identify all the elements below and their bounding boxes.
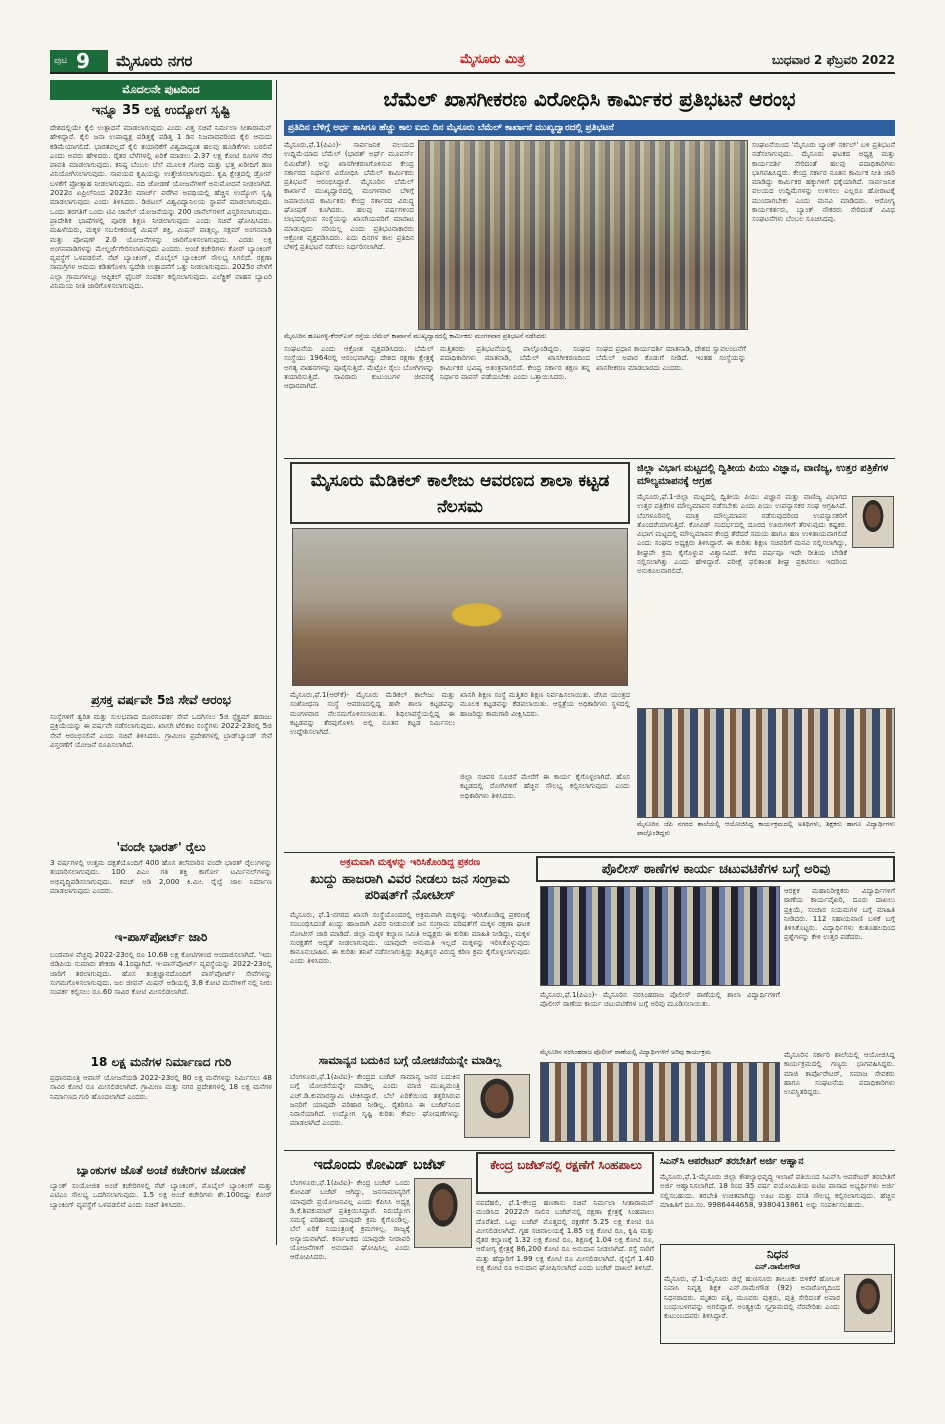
- article-vande-bharat: 3 ವರ್ಷಗಳಲ್ಲಿ ಉತ್ತಮ ದಕ್ಷತೆಯೊಂದಿಗೆ 400 ಹೊಸ ತಲೆಮಾರಿನ ವಂದೇ ಭಾರತ್ ರೈಲುಗಳನ್ನು ತಯಾರಿಸಲಾಗುವುದು. 100 ಪಿಎಂ ಗತಿ ಶಕ್ತಿ ಕಾರ್ಗೋ ಟರ್ಮಿನಲ್‌ಗಳನ್ನು ಅಭಿವೃದ್ಧಿಪಡಿಸಲಾಗುವುದು. ಕವಚ್ ಅಡಿ 2,000 ಕಿ.ಮೀ. ರೈಲ್ವೆ ಜಾಲ ನಿರ್ಮಾಣ ಮಾಡಲಾಗುವುದು ಎಂದರು.: [50, 858, 272, 895]
- page-number: 9: [76, 49, 90, 73]
- article-police-col1: ಮೈಸೂರು,ಫೆ.1(ಪಿಎಂ)- ಮೈಸೂರಿನ ನರಸಿಂಹರಾಜ ಪೊಲೀಸ್ ಠಾಣೆಯಲ್ಲಿ ಶಾಲಾ ವಿದ್ಯಾರ್ಥಿಗಳಿಗೆ ಪೊಲೀಸ್ ಠಾಣೆಯ ಕಾರ್ಯ ಚಟುವಟಿಕೆಗಳ ಬಗ್ಗೆ ಅರಿವು ಮೂಡಿಸಲಾಯಿತು.: [540, 990, 780, 1009]
- obituary-title: ನಿಧನ: [766, 1247, 789, 1261]
- headline-epassport: ಇ-ಪಾಸ್‌ಪೋರ್ಟ್ ಜಾರಿ: [114, 930, 208, 944]
- headline-beml: ಬೆಮೆಲ್ ಖಾಸಗೀಕರಣ ವಿರೋಧಿಸಿ ಕಾರ್ಮಿಕರ ಪ್ರತಿಭಟನೆ ಆರಂಭ: [383, 87, 796, 111]
- article-epassport: ಬಂಡವಾಳ ವೆಚ್ಚವು 2022-23ರಲ್ಲಿ ರೂ 10.68 ಲಕ್ಷ ಕೋಟಿಗಳಿಂದ ಆಂದಾಜಿಸಲಾಗಿದೆ. 'ಇದು ಜಿಡಿಪಿಯ ಸುಮಾರು ಶೇಕಡಾ 4.1ರಷ್ಟಾಗಿದೆ. ಇ-ಪಾಸ್‌ಪೋರ್ಟ್ ವ್ಯವಸ್ಥೆಯನ್ನು 2022-23ರಲ್ಲಿ ಜಾರಿಗೆ ತರಲಾಗುವುದು. ಹೊಸ ತಂತ್ರಜ್ಞಾನದೊಂದಿಗೆ ಪಾಸ್‌ಪೋರ್ಟ್ ಸೇವೆಗಳನ್ನು ಸುಗಮಗೊಳಿಸಲಾಗುವುದು. ಜಲ ಜೀವನ್ ಮಿಷನ್ ಅಡಿಯಲ್ಲಿ 3.8 ಕೋಟಿ ಮನೆಗಳಿಗೆ ನಲ್ಲಿ ನೀರು ಸಂಪರ್ಕ ಕಲ್ಪಿಸಲು ರೂ.60 ಸಾವಿರ ಕೋಟಿ ಮೀಸಲಿಡಲಾಗಿದೆ.: [50, 950, 272, 997]
- article-beml-col5: ಸಂಘಟನೆಯಿಂದ 'ಮೈಸೂರು ಬ್ಯಾಂಕ್ ಸರ್ಕಲ್' ಬಳಿ ಪ್ರತಿಭಟನೆ ನಡೆಸಲಾಗುವುದು. ಮೈಸೂರು ಘಟಕದ ಅಧ್ಯಕ್ಷ ಮತ್ತು ಕಾರ್ಯದರ್ಶಿ ಸೇರಿದಂತೆ ಹಲವು ಪದಾಧಿಕಾರಿಗಳು ಭಾಗವಹಿಸಿದ್ದರು. ಕೇಂದ್ರ ಸರ್ಕಾರ ನೂತನ ಕಾರ್ಮಿಕ ನೀತಿ ಜಾರಿ ಮಾಡಿದ್ದು ಕಾರ್ಮಿಕರ ಹಕ್ಕುಗಳಿಗೆ ಧಕ್ಕೆಯಾಗಿದೆ. ಸಾರ್ವಜನಿಕ ವಲಯದ ಉದ್ದಿಮೆಗಳನ್ನು ಉಳಿಸಲು ಎಲ್ಲರೂ ಹೋರಾಟಕ್ಕೆ ಮುಂದಾಗಬೇಕು ಎಂದು ಮನವಿ ಮಾಡಿದರು. ಆರೋಗ್ಯ ಕಾರ್ಯಕರ್ತರು, ಬ್ಯಾಂಕ್ ನೌಕರರು ಸೇರಿದಂತೆ ವಿವಿಧ ಸಂಘಟನೆಗಳು ಬೆಂಬಲ ಸೂಚಿಸಿದವು.: [752, 140, 895, 224]
- continued-banner: [50, 80, 272, 100]
- article-medical-col2: ಖಾಸಗಿ ಶಿಕ್ಷಣ ಸಂಸ್ಥೆ ಮತ್ತಿತರ ಶಿಕ್ಷಣ ನಿರ್ವಹಿಸಲಾಯಿತು. ಜೆಸಿಬಿ ಯಂತ್ರದ ಮೂಲಕ ಕಟ್ಟಡವನ್ನು ಕೆಡವಲಾಯಿತು. ಆಸ್ಪತ್ರೆಯ ಅಧಿಕಾರಿಗಳು ಸ್ಥಳದಲ್ಲಿ ಹಾಜರಿದ್ದು ಕಾಮಗಾರಿ ವೀಕ್ಷಿಸಿದರು.: [460, 690, 630, 718]
- article-beml-col4: ಸಂಘದ ಪ್ರಧಾನ ಕಾರ್ಯದರ್ಶಿ ಮಾತನಾಡಿ, ದೇಶದ ಸ್ವಾವಲಂಬನೆಗೆ ಬೆಮೆಲ್ ಅಪಾರ ಕೊಡುಗೆ ನೀಡಿದೆ. ಇಂತಹ ಸಂಸ್ಥೆಯನ್ನು ಖಾಸಗೀಕರಣ ಮಾಡಬಾರದು ಎಂದರು.: [596, 344, 746, 372]
- kicker-kids: [290, 856, 530, 870]
- obituary-name: ಎನ್.ರಾಮೇಗೌಡ: [755, 1262, 800, 1271]
- beml-photo-caption: ಮೈಸೂರಿನ ಹೂಟಗಳ್ಳಿ-ಕೆಆರ್‌ಎಸ್ ರಸ್ತೆಯ ಬೆಮೆಲ್ ಕಾರ್ಖಾನೆ ಮುಖ್ಯದ್ವಾರದಲ್ಲಿ ಕಾರ್ಮಿಕರು ಮಂಗಳವಾರ ಪ್ರತಿಭಟನೆ ನಡೆಸಿದರು: [284, 332, 547, 340]
- article-houses: ಪ್ರಧಾನಮಂತ್ರಿ ಆವಾಸ್ ಯೋಜನೆಯಡಿ 2022-23ರಲ್ಲಿ 80 ಲಕ್ಷ ಮನೆಗಳನ್ನು ನಿರ್ಮಿಸಲು 48 ಸಾವಿರ ಕೋಟಿ ರೂ ಮೀಸಲಿಡಲಾಗಿದೆ. ಗ್ರಾಮೀಣ ಮತ್ತು ನಗರ ಪ್ರದೇಶಗಳಲ್ಲಿ 18 ಲಕ್ಷ ಮನೆಗಳ ನಿರ್ಮಾಣದ ಗುರಿ ಹೊಂದಲಾಗಿದೆ ಎಂದರು.: [50, 1073, 272, 1101]
- beml-protest-photo: [418, 140, 748, 330]
- article-5g: ಸಂಸ್ಥೆಗಳಿಗೆ ತ್ವರಿತ ಮತ್ತು ಸುಲಭವಾದ ದೂರಸಂಪರ್ಕ ಸೇವೆ ಒದಗಿಸಲು 5ಜಿ ಸ್ಪೆಕ್ಟ್ರಮ್ ಹರಾಜು ಪ್ರಕ್ರಿಯೆಯನ್ನು ಈ ವರ್ಷವೇ ನಡೆಸಲಾಗುವುದು. ಖಾಸಗಿ ಟೆಲಿಕಾಂ ಸಂಸ್ಥೆಗಳು 2022-23ರಲ್ಲಿ 5ಜಿ ಸೇವೆ ಆರಂಭಿಸಲಿವೆ ಎಂದು ಸಚಿವೆ ತಿಳಿಸಿದರು. ಗ್ರಾಮೀಣ ಪ್ರದೇಶಗಳಲ್ಲಿ ಬ್ರಾಡ್‌ಬ್ಯಾಂಡ್ ಸೇವೆ ವಿಸ್ತರಣೆಗೆ ಯೋಜನೆ ರೂಪಿಸಲಾಗಿದೆ.: [50, 712, 272, 749]
- group-event-photo: [540, 1062, 780, 1142]
- headline-medical: ಮೈಸೂರು ಮೆಡಿಕಲ್ ಕಾಲೇಜು ಆವರಣದ ಶಾಲಾ ಕಟ್ಟಡ ನೆಲಸಮ: [310, 471, 610, 517]
- headline-houses: 18 ಲಕ್ಷ ಮನೆಗಳ ನಿರ್ಮಾಣದ ಗುರಿ: [90, 1055, 232, 1069]
- section-rule: [284, 1150, 895, 1151]
- article-banks-post: ಬ್ಯಾಂಕ್ ಸಂಯೋಜಿತ ಅಂಚೆ ಕಚೇರಿಗಳಲ್ಲಿ ನೆಟ್ ಬ್ಯಾಂಕಿಂಗ್, ಮೊಬೈಲ್ ಬ್ಯಾಂಕಿಂಗ್ ಮತ್ತು ಎಟಿಎಂ ಸೌಲಭ್ಯ ಒದಗಿಸಲಾಗುವುದು. 1.5 ಲಕ್ಷ ಅಂಚೆ ಕಚೇರಿಗಳು ಶೇ.100ರಷ್ಟು ಕೋರ್ ಬ್ಯಾಂಕಿಂಗ್ ವ್ಯವಸ್ಥೆಗೆ ಒಳಪಡಲಿವೆ ಎಂದು ಸಚಿವೆ ತಿಳಿಸಿದರು.: [50, 1181, 272, 1209]
- headline-5g: ಪ್ರಸಕ್ತ ವರ್ಷವೇ 5ಜಿ ಸೇವೆ ಆರಂಭ: [91, 692, 231, 707]
- headline-banks-post: ಬ್ಯಾಂಕುಗಳ ಜೊತೆ ಅಂಚೆ ಕಚೇರಿಗಳ ಜೋಡಣೆ: [76, 1163, 246, 1177]
- article-beml-col3: ಮತ್ತಿತರರು ಪ್ರತಿಭಟನೆಯಲ್ಲಿ ಪಾಲ್ಗೊಂಡಿದ್ದರು. ಸಂಘದ ಪದಾಧಿಕಾರಿಗಳು ಮಾತನಾಡಿ, ಬೆಮೆಲ್ ಖಾಸಗೀಕರಣದಿಂದ ಕಾರ್ಮಿಕರ ಭವಿಷ್ಯ ಅತಂತ್ರವಾಗಲಿದೆ. ಕೇಂದ್ರ ಸರ್ಕಾರ ತಕ್ಷಣ ತನ್ನ ನಿರ್ಧಾರ ವಾಪಸ್ ಪಡೆಯಬೇಕು ಎಂದು ಒತ್ತಾಯಿಸಿದರು.: [440, 344, 590, 381]
- article-beml-col2: ಸಂಘಟನೆಯ ಎಂದು ಆಕ್ರೋಶ ವ್ಯಕ್ತಪಡಿಸಿದರು. ಬೆಮೆಲ್ ಸಂಸ್ಥೆಯು 1964ರಲ್ಲಿ ಆರಂಭವಾಗಿದ್ದು ದೇಶದ ರಕ್ಷಣಾ ಕ್ಷೇತ್ರಕ್ಕೆ ಅಗತ್ಯ ವಾಹನಗಳನ್ನು ಪೂರೈಸುತ್ತಿದೆ. ಮೆಟ್ರೋ ರೈಲು ಬೋಗಿಗಳನ್ನು ತಯಾರಿಸುತ್ತಿದೆ. ಸಾವಿರಾರು ಕುಟುಂಬಗಳ ಜೀವನಕ್ಕೆ ಆಧಾರವಾಗಿದೆ.: [284, 344, 434, 391]
- headline-box-medical: [290, 462, 630, 524]
- section-rule: [284, 458, 895, 459]
- page-label: ಪುಟ: [54, 56, 68, 66]
- article-defence: ನವದೆಹಲಿ, ಫೆ.1-ಕೇಂದ್ರ ಹಣಕಾಸು ಸಚಿವೆ ನಿರ್ಮಲಾ ಸೀತಾರಾಮನ್ ಮಂಡಿಸಿದ 2022ನೇ ಸಾಲಿನ ಬಜೆಟ್‌ನಲ್ಲಿ ರಕ್ಷಣಾ ಕ್ಷೇತ್ರಕ್ಕೆ ಸಿಂಹಪಾಲು ದೊರೆತಿದೆ. ಒಟ್ಟು ಬಜೆಟ್ ಮೊತ್ತದಲ್ಲಿ ರಕ್ಷಣೆಗೆ 5.25 ಲಕ್ಷ ಕೋಟಿ ರೂ ಮೀಸಲಿಡಲಾಗಿದೆ. ಗೃಹ ಸಚಿವಾಲಯಕ್ಕೆ 1.85 ಲಕ್ಷ ಕೋಟಿ ರೂ, ಕೃಷಿ ಮತ್ತು ರೈತರ ಕಲ್ಯಾಣಕ್ಕೆ 1.32 ಲಕ್ಷ ಕೋಟಿ ರೂ, ಶಿಕ್ಷಣಕ್ಕೆ 1.04 ಲಕ್ಷ ಕೋಟಿ ರೂ, ಆರೋಗ್ಯ ಕ್ಷೇತ್ರಕ್ಕೆ 86,200 ಕೋಟಿ ರೂ ಅನುದಾನ ನೀಡಲಾಗಿದೆ. ರಸ್ತೆ ಸಾರಿಗೆ ಮತ್ತು ಹೆದ್ದಾರಿಗೆ 1.99 ಲಕ್ಷ ಕೋಟಿ ರೂ ಮೀಸಲಿಡಲಾಗಿದೆ. ರೈಲ್ವೆಗೆ 1.40 ಲಕ್ಷ ಕೋಟಿ ರೂ ಅನುದಾನ ಘೋಷಿಸಲಾಗಿದೆ ಎಂದು ಬಜೆಟ್ ದಾಖಲೆ ತಿಳಿಸಿದೆ.: [476, 1198, 654, 1273]
- headline-defence: ಕೇಂದ್ರ ಬಜೆಟ್‌ನಲ್ಲಿ ರಕ್ಷಣೆಗೆ ಸಿಂಹಪಾಲು: [490, 1158, 642, 1172]
- headline-kids: ಖುದ್ದು ಹಾಜರಾಗಿ ವಿವರ ನೀಡಲು ಜನ ಸಂಗ್ರಾಮ ಪರಿಷತ್‌ಗೆ ನೋಟೀಸ್: [310, 872, 510, 903]
- masthead: [50, 50, 895, 74]
- school-event-photo: [637, 708, 895, 818]
- headline-police: ಪೊಲೀಸ್ ಠಾಣೆಗಳ ಕಾರ್ಯ ಚಟುವಟಿಕೆಗಳ ಬಗ್ಗೆ ಅರಿವು: [601, 862, 831, 877]
- police-photo-caption: ಮೈಸೂರಿನ ನರಸಿಂಹರಾಜ ಪೊಲೀಸ್ ಠಾಣೆಯಲ್ಲಿ ವಿದ್ಯಾರ್ಥಿಗಳಿಗೆ ಅರಿವು ಕಾರ್ಯಕ್ರಮ: [540, 1048, 712, 1056]
- article-medical-col1: ಮೈಸೂರು,ಫೆ.1(ಆರ್‌ಕೆ)- ಮೈಸೂರು ಮೆಡಿಕಲ್ ಕಾಲೇಜು ಮತ್ತು ಸಂಶೋಧನಾ ಸಂಸ್ಥೆ ಆವರಣದಲ್ಲಿದ್ದ ಹಳೇ ಶಾಲಾ ಕಟ್ಟಡವನ್ನು ಮಂಗಳವಾರ ನೆಲಸಮಗೊಳಿಸಲಾಯಿತು. ಶಿಥಿಲಾವಸ್ಥೆಯಲ್ಲಿದ್ದ ಈ ಕಟ್ಟಡವನ್ನು ತೆರವುಗೊಳಿಸಿ ಅಲ್ಲಿ ನೂತನ ಕಟ್ಟಡ ನಿರ್ಮಿಸಲು ಉದ್ದೇಶಿಸಲಾಗಿದೆ.: [290, 690, 455, 737]
- article-kids: ಮೈಸೂರು, ಫೆ.1-ನಗರದ ಖಾಸಗಿ ಸಂಸ್ಥೆಯೊಂದರಲ್ಲಿ ಅಕ್ರಮವಾಗಿ ಮಕ್ಕಳನ್ನು ಇರಿಸಿಕೊಂಡಿದ್ದ ಪ್ರಕರಣಕ್ಕೆ ಸಂಬಂಧಿಸಿದಂತೆ ಖುದ್ದು ಹಾಜರಾಗಿ ವಿವರ ನೀಡುವಂತೆ ಜನ ಸಂಗ್ರಾಮ ಪರಿಷತ್‌ಗೆ ಮಕ್ಕಳ ರಕ್ಷಣಾ ಘಟಕ ನೋಟೀಸ್ ಜಾರಿ ಮಾಡಿದೆ. ಜಿಲ್ಲಾ ಮಕ್ಕಳ ಕಲ್ಯಾಣ ಸಮಿತಿ ಅಧ್ಯಕ್ಷರು ಈ ಕುರಿತು ಮಾಹಿತಿ ನೀಡಿದ್ದು, ಮಕ್ಕಳ ಸುರಕ್ಷತೆಗೆ ಆದ್ಯತೆ ನೀಡಲಾಗುವುದು. ಯಾವುದೇ ಅನುಮತಿ ಇಲ್ಲದೆ ಮಕ್ಕಳನ್ನು ಇರಿಸಿಕೊಳ್ಳುವುದು ಕಾನೂನುಬಾಹಿರ. ಈ ಕುರಿತು ತನಿಖೆ ನಡೆಸಲಾಗುತ್ತಿದ್ದು ತಪ್ಪಿತಸ್ಥರ ವಿರುದ್ಧ ಕಠಿಣ ಕ್ರಮ ಕೈಗೊಳ್ಳಲಾಗುವುದು ಎಂದು ತಿಳಿಸಿದರು.: [290, 910, 530, 966]
- school-event-caption: ಮೈಸೂರಿನ ಜೆಪಿ ನಗರದ ಶಾಲೆಯಲ್ಲಿ ಆಯೋಜಿಸಿದ್ದ ಕಾರ್ಯಕ್ರಮದಲ್ಲಿ ಅತಿಥಿಗಳು, ಶಿಕ್ಷಕರು ಹಾಗೂ ವಿದ್ಯಾರ್ಥಿಗಳು ಪಾಲ್ಗೊಂಡಿದ್ದರು: [637, 820, 895, 837]
- headline-box-defence: [476, 1152, 654, 1194]
- article-puc: ಮೈಸೂರು,ಫೆ.1-ಜಿಲ್ಲಾ ಮಟ್ಟದಲ್ಲಿ ದ್ವಿತೀಯ ಪಿಯು ವಿಜ್ಞಾನ ಮತ್ತು ವಾಣಿಜ್ಯ ವಿಭಾಗದ ಉತ್ತರ ಪತ್ರಿಕೆಗಳ ಮೌಲ್ಯಮಾಪನ ನಡೆಸಬೇಕು ಎಂದು ಪಿಯು ಉಪನ್ಯಾಸಕರ ಸಂಘ ಆಗ್ರಹಿಸಿದೆ. ಬೆಂಗಳೂರಿನಲ್ಲಿ ಮಾತ್ರ ಮೌಲ್ಯಮಾಪನ ನಡೆಸುವುದರಿಂದ ಉಪನ್ಯಾಸಕರಿಗೆ ತೊಂದರೆಯಾಗುತ್ತಿದೆ. ಕೋವಿಡ್ ಸಂದರ್ಭದಲ್ಲಿ ದೂರದ ಊರುಗಳಿಗೆ ತೆರಳುವುದು ಕಷ್ಟಕರ. ವಿಭಾಗ ಮಟ್ಟದಲ್ಲಿ ಮೌಲ್ಯಮಾಪನ ಕೇಂದ್ರ ತೆರೆದರೆ ಸಮಯ ಹಾಗೂ ಹಣ ಉಳಿತಾಯವಾಗಲಿದೆ ಎಂದು ಸಂಘದ ಅಧ್ಯಕ್ಷರು ತಿಳಿಸಿದ್ದಾರೆ. ಈ ಕುರಿತು ಶಿಕ್ಷಣ ಸಚಿವರಿಗೆ ಮನವಿ ಸಲ್ಲಿಸಲಾಗಿದ್ದು, ಶೀಘ್ರವೇ ಕ್ರಮ ಕೈಗೊಳ್ಳುವ ವಿಶ್ವಾಸವಿದೆ. ಕಳೆದ ವರ್ಷವೂ ಇದೇ ರೀತಿಯ ಬೇಡಿಕೆ ಸಲ್ಲಿಸಲಾಗಿತ್ತು ಎಂದು ಹೇಳಿದ್ದಾರೆ. ಪರೀಕ್ಷೆ ಫಲಿತಾಂಶ ಶೀಘ್ರ ಪ್ರಕಟಿಸಲು ಇದರಿಂದ ಅನುಕೂಲವಾಗಲಿದೆ.: [637, 492, 847, 576]
- column-rule: [276, 80, 277, 1245]
- headline-box-police: [536, 856, 895, 882]
- obituary-box: [660, 1244, 895, 1344]
- demolition-photo: [292, 528, 628, 686]
- dks-portrait: [414, 1178, 472, 1248]
- subhead-beml: ಪ್ರತಿದಿನ ಬೆಳಿಗ್ಗೆ ಅರ್ಧ ತಾಸಿಗೂ ಹೆಚ್ಚು ಕಾಲ ಐದು ದಿನ ಮೈಸೂರು ಬೆಮೆಲ್ ಕಾರ್ಖಾನೆ ಮುಖ್ಯದ್ವಾರದಲ್ಲಿ ಪ್ರತಿಭಟನೆ: [288, 123, 614, 133]
- headline-vande-bharat: 'ವಂದೇ ಭಾರತ್' ರೈಲು: [116, 840, 206, 854]
- article-covid-budget: ಬೆಂಗಳೂರು,ಫೆ.1(ಪಿಟಿಐ)- ಕೇಂದ್ರ ಬಜೆಟ್ ಒಂದು ಕೋವಿಡ್ ಬಜೆಟ್ ಆಗಿದ್ದು, ಜನಸಾಮಾನ್ಯರಿಗೆ ಯಾವುದೇ ಪ್ರಯೋಜನವಿಲ್ಲ ಎಂದು ಕೆಪಿಸಿಸಿ ಅಧ್ಯಕ್ಷ ಡಿ.ಕೆ.ಶಿವಕುಮಾರ್ ಪ್ರತಿಕ್ರಿಯಿಸಿದ್ದಾರೆ. ನಿರುದ್ಯೋಗ ಸಮಸ್ಯೆ ಪರಿಹಾರಕ್ಕೆ ಯಾವುದೇ ಕ್ರಮ ಕೈಗೊಂಡಿಲ್ಲ. ಬೆಲೆ ಏರಿಕೆ ನಿಯಂತ್ರಣಕ್ಕೆ ಕ್ರಮಗಳಿಲ್ಲ. ರಾಜ್ಯಕ್ಕೆ ಅನ್ಯಾಯವಾಗಿದೆ. ಕರ್ನಾಟಕದ ಯಾವುದೇ ನೀರಾವರಿ ಯೋಜನೆಗಳಿಗೆ ಅನುದಾನ ಘೋಷಿಸಿಲ್ಲ ಎಂದು ಆರೋಪಿಸಿದರು.: [290, 1178, 410, 1262]
- article-police-col2: ಆರಕ್ಷಕ ಮಹಾನಿರೀಕ್ಷಕರು ವಿದ್ಯಾರ್ಥಿಗಳಿಗೆ ಠಾಣೆಯ ಕಾರ್ಯವೈಖರಿ, ದೂರು ದಾಖಲು ಪ್ರಕ್ರಿಯೆ, ಸಂಚಾರ ನಿಯಮಗಳ ಬಗ್ಗೆ ಮಾಹಿತಿ ನೀಡಿದರು. 112 ಸಹಾಯವಾಣಿ ಬಳಕೆ ಬಗ್ಗೆ ತಿಳಿಸಿಕೊಟ್ಟರು. ವಿದ್ಯಾರ್ಥಿಗಳು ಕುತೂಹಲದಿಂದ ಪ್ರಶ್ನೆಗಳನ್ನು ಕೇಳಿ ಉತ್ತರ ಪಡೆದರು.: [784, 886, 895, 942]
- article-police-col3: ಮೈಸೂರಿನ ಸರ್ಕಾರಿ ಶಾಲೆಯಲ್ಲಿ ಆಯೋಜಿಸಿದ್ದ ಕಾರ್ಯಕ್ರಮದಲ್ಲಿ ಗಣ್ಯರು ಭಾಗವಹಿಸಿದ್ದರು. ಮಾಜಿ ಕಾರ್ಪೊರೇಟರ್, ಸಮಾಜ ಸೇವಕರು ಹಾಗೂ ಸಂಘಟನೆಯ ಪದಾಧಿಕಾರಿಗಳು ಉಪಸ್ಥಿತರಿದ್ದರು.: [784, 1050, 895, 1097]
- article-cnc: ಮೈಸೂರು,ಫೆ.1-ಮೈಸೂರು ಜಿಲ್ಲಾ ಕೌಶಲ್ಯಾಭಿವೃದ್ಧಿ ಇಲಾಖೆ ವತಿಯಿಂದ ಸಿಎನ್‌ಸಿ ಆಪರೇಟರ್ ತರಬೇತಿಗೆ ಅರ್ಜಿ ಆಹ್ವಾನಿಸಲಾಗಿದೆ. 18 ರಿಂದ 35 ವರ್ಷ ವಯೋಮಿತಿಯ ಐಟಿಐ ಪಾಸಾದ ಅಭ್ಯರ್ಥಿಗಳು ಅರ್ಜಿ ಸಲ್ಲಿಸಬಹುದು. ತರಬೇತಿ ಉಚಿತವಾಗಿದ್ದು ಊಟ ಮತ್ತು ವಸತಿ ಸೌಲಭ್ಯ ಕಲ್ಪಿಸಲಾಗುವುದು. ಹೆಚ್ಚಿನ ಮಾಹಿತಿಗೆ ದೂ.ಸಂ. 9986444658, 9380413861 ಅನ್ನು ಸಂಪರ್ಕಿಸಬಹುದು.: [660, 1172, 895, 1209]
- hdk-portrait: [464, 1074, 530, 1138]
- headline-puc: ಜಿಲ್ಲಾ ವಿಭಾಗ ಮಟ್ಟದಲ್ಲಿ ದ್ವಿತೀಯ ಪಿಯು ವಿಜ್ಞಾನ, ವಾಣಿಜ್ಯ, ಉತ್ತರ ಪತ್ರಿಕೆಗಳ ಮೌಲ್ಯಮಾಪನಕ್ಕೆ ಆಗ್ರಹ: [637, 463, 889, 487]
- article-medical-col3: ಜಿಲ್ಲಾ ಸಚಿವರ ಸೂಚನೆ ಮೇರೆಗೆ ಈ ಕಾರ್ಯ ಕೈಗೊಳ್ಳಲಾಗಿದೆ. ಹೊಸ ಕಟ್ಟಡದಲ್ಲಿ ರೋಗಿಗಳಿಗೆ ಹೆಚ್ಚಿನ ಸೌಲಭ್ಯ ಕಲ್ಪಿಸಲಾಗುವುದು ಎಂದು ಅಧಿಕಾರಿಗಳು ತಿಳಿಸಿದರು.: [460, 772, 630, 800]
- headline-common-man: ಸಾಮಾನ್ಯನ ಬದುಕಿನ ಬಗ್ಗೆ ಯೋಚನೆಯನ್ನೇ ಮಾಡಿಲ್ಲ: [318, 1054, 502, 1067]
- article-beml-col1: ಮೈಸೂರು,ಫೆ.1(ಪಿಎಂ)- ಸಾರ್ವಜನಿಕ ವಲಯದ ಉದ್ದಿಮೆಯಾದ ಬೆಮೆಲ್ (ಭಾರತ್ ಅರ್ಥ್ ಮೂವರ್ಸ್ ಲಿಮಿಟೆಡ್) ಅನ್ನು ಖಾಸಗೀಕರಣಗೊಳಿಸುವ ಕೇಂದ್ರ ಸರ್ಕಾರದ ನಿರ್ಧಾರ ವಿರೋಧಿಸಿ ಬೆಮೆಲ್ ಕಾರ್ಮಿಕರು ಪ್ರತಿಭಟನೆ ಆರಂಭಿಸಿದ್ದಾರೆ. ಮೈಸೂರಿನ ಬೆಮೆಲ್ ಕಾರ್ಖಾನೆ ಮುಖ್ಯದ್ವಾರದಲ್ಲಿ ಮಂಗಳವಾರ ಬೆಳಿಗ್ಗೆ ಜಮಾಯಿಸಿದ ಕಾರ್ಮಿಕರು ಕೇಂದ್ರ ಸರ್ಕಾರದ ವಿರುದ್ಧ ಘೋಷಣೆ ಕೂಗಿದರು. ಹಲವು ವರ್ಷಗಳಿಂದ ಲಾಭದಲ್ಲಿರುವ ಸಂಸ್ಥೆಯನ್ನು ಖಾಸಗಿಯವರಿಗೆ ಮಾರಾಟ ಮಾಡುವುದು ಸರಿಯಲ್ಲ ಎಂದು ಪ್ರತಿಭಟನಾಕಾರರು ಆಕ್ರೋಶ ವ್ಯಕ್ತಪಡಿಸಿದರು. ಐದು ದಿನಗಳ ಕಾಲ ಪ್ರತಿದಿನ ಬೆಳಿಗ್ಗೆ ಪ್ರತಿಭಟನೆ ನಡೆಸಲು ನಿರ್ಧರಿಸಲಾಗಿದೆ.: [284, 140, 414, 252]
- article-jobs: ದೇಶದಲ್ಲಿಯೇ ಕೈಲಿ ಉತ್ಪಾದನೆ ಮಾಡಲಾಗುವುದು ಎಂದು ವಿತ್ತ ಸಚಿವೆ ನಿರ್ಮಲಾ ಸೀತಾರಾಮನ್ ಹೇಳಿದ್ದಾರೆ. ಕೈಲಿ ಜನಾ ಉಪಾಧ್ಯಕ್ಷ ಪಡಿತ್ತಕ್ಕೆ ಪಡಿತ್ತ 1 ಡಿನ ನಿಜವಾದವರಿಂದ ಕೈಲಿ ಆಮದು ಕಡಿಮೆಯಾಗಲಿದೆ. ಭಾರತವಲ್ಲದೆ ಕೈಲಿ ತಯಾರಿಕೆಗೆ ವಿಶ್ವದಾದ್ಯಂತ ಹಲವು ಹೂಡಿಕೆಗಳು ಬರಲಿವೆ ಎಂದು ಅವರು ಹೇಳಿದರು. ರೈತರ ಬೆಳೆಗಳಲ್ಲಿ ಏರಿಕೆ ಮಾಡಲು 2.37 ಲಕ್ಷ ಕೋಟಿ ರೂಗಳ ನೇರ ಪಾವತಿ ಮಾಡಲಾಗುವುದು. ಕನಿಷ್ಠ ಬೆಂಬಲ ಬೆಲೆ ಮೂಲಕ ಗೋಧಿ ಮತ್ತು ಭತ್ತ ಖರೀದಿಗೆ ಹಣ ವಿನಿಯೋಗಿಸಲಾಗುವುದು. ಸಾವಯವ ಕೃಷಿಯನ್ನು ಉತ್ತೇಜಿಸಲಾಗುವುದು. ಕೃಷಿ ಕ್ಷೇತ್ರದಲ್ಲಿ ಡ್ರೋನ್ ಬಳಕೆಗೆ ಪ್ರೋತ್ಸಾಹ ನೀಡಲಾಗುವುದು. ನದಿ ಜೋಡಣೆ ಯೋಜನೆಗಳಿಗೆ ಅನುಮೋದನೆ ನೀಡಲಾಗಿದೆ. 2022ರ ಏಪ್ರಿಲ್‌ನಿಂದ 2023ರ ಮಾರ್ಚ್ ವರೆಗಿನ ಅವಧಿಯಲ್ಲಿ ಹೆಚ್ಚಿನ ಉದ್ಯೋಗ ಸೃಷ್ಟಿ ಮಾಡಲಾಗುವುದು ಎಂದು ತಿಳಿಸಿದರು. ಡಿಜಿಟಲ್ ವಿಶ್ವವಿದ್ಯಾನಿಲಯ ಸ್ಥಾಪನೆ ಮಾಡಲಾಗುವುದು. ಒಂದು ತರಗತಿಗೆ ಒಂದು ಟಿವಿ ಚಾನೆಲ್ ಯೋಜನೆಯನ್ನು 200 ಚಾನೆಲ್‌ಗಳಿಗೆ ವಿಸ್ತರಿಸಲಾಗುವುದು. ಪ್ರಾದೇಶಿಕ ಭಾಷೆಗಳಲ್ಲಿ ಪೂರಕ ಶಿಕ್ಷಣ ನೀಡಲಾಗುವುದು ಎಂದು ಸಚಿವೆ ಘೋಷಿಸಿದರು. ಮಹಿಳೆಯರು, ಮಕ್ಕಳ ಸಬಲೀಕರಣಕ್ಕೆ ಮಿಷನ್ ಶಕ್ತಿ, ಮಿಷನ್ ವಾತ್ಸಲ್ಯ, ಸಕ್ಷಮ್ ಅಂಗನವಾಡಿ ಮತ್ತು ಪೋಷಣ್ 2.0 ಯೋಜನೆಗಳನ್ನು ಜಾರಿಗೊಳಿಸಲಾಗುವುದು. ಎರಡು ಲಕ್ಷ ಅಂಗನವಾಡಿಗಳನ್ನು ಮೇಲ್ದರ್ಜೆಗೇರಿಸಲಾಗುವುದು ಎಂದರು. ಅಂಚೆ ಕಚೇರಿಗಳು ಕೋರ್ ಬ್ಯಾಂಕಿಂಗ್ ವ್ಯವಸ್ಥೆಗೆ ಒಳಪಡಲಿವೆ. ನೆಟ್ ಬ್ಯಾಂಕಿಂಗ್, ಮೊಬೈಲ್ ಬ್ಯಾಂಕಿಂಗ್ ಸೌಲಭ್ಯ ಸಿಗಲಿದೆ. ರಕ್ಷಣಾ ಸಾಮಗ್ರಿಗಳ ಆಮದು ಕಡಿತಗೊಳಿಸಿ ಸ್ವದೇಶಿ ಉತ್ಪಾದನೆಗೆ ಒತ್ತು ನೀಡಲಾಗುವುದು. 2025ರ ವೇಳೆಗೆ ಎಲ್ಲಾ ಗ್ರಾಮಗಳಲ್ಲೂ ಆಪ್ಟಿಕಲ್ ಫೈಬರ್ ಸಂಪರ್ಕ ಕಲ್ಪಿಸಲಾಗುವುದು. ಎಲೆಕ್ಟ್ರಿಕ್ ವಾಹನ ಬ್ಯಾಟರಿ ವಿನಿಮಯ ನೀತಿ ಜಾರಿಗೊಳಿಸಲಾಗುವುದು.: [50, 123, 272, 291]
- headline-covid-budget: ಇದೊಂದು ಕೋವಿಡ್ ಬಜೆಟ್: [313, 1157, 447, 1173]
- section-city: ಮೈಸೂರು ನಗರ: [116, 52, 193, 70]
- subhead-bar-beml: [284, 120, 895, 136]
- person-portrait: [852, 496, 894, 548]
- headline-jobs: ಇನ್ನೂ 35 ಲಕ್ಷ ಉದ್ಯೋಗ ಸೃಷ್ಟಿ: [91, 103, 231, 118]
- police-station-photo: [540, 886, 780, 986]
- kicker-kids-text: ಅಕ್ರಮವಾಗಿ ಮಕ್ಕಳನ್ನು ಇರಿಸಿಕೊಂಡಿದ್ದ ಪ್ರಕರಣ: [339, 857, 481, 868]
- paper-logo: ಮೈಸೂರು ಮಿತ್ರ: [460, 52, 525, 67]
- continued-label: ಮೊದಲನೇ ಪುಟದಿಂದ: [122, 83, 200, 96]
- section-rule: [284, 852, 895, 853]
- page-number-badge: [50, 50, 108, 72]
- obituary-text: ಮೈಸೂರು, ಫೆ.1-ಮೈಸೂರು ಜಿಲ್ಲೆ ಹುಣಸೂರು ತಾಲೂಕು ಬಿಳಿಕೆರೆ ಹೋಬಳಿ ನಿವಾಸಿ ನಿವೃತ್ತ ಶಿಕ್ಷಕ ಎನ್.ರಾಮೇಗೌಡ (92) ಅನಾರೋಗ್ಯದಿಂದ ನಿಧನರಾದರು. ಮೃತರು ಪತ್ನಿ, ಮೂವರು ಪುತ್ರರು, ಪುತ್ರಿ ಸೇರಿದಂತೆ ಅಪಾರ ಬಂಧುಬಳಗವನ್ನು ಅಗಲಿದ್ದಾರೆ. ಅಂತ್ಯಕ್ರಿಯೆ ಸ್ವಗ್ರಾಮದಲ್ಲಿ ನೆರವೇರಿತು ಎಂದು ಕುಟುಂಬದವರು ತಿಳಿಸಿದ್ದಾರೆ.: [664, 1274, 840, 1321]
- headline-cnc: ಸಿಎನ್‌ಸಿ ಆಪರೇಟರ್ ತರಬೇತಿಗೆ ಅರ್ಜಿ ಆಹ್ವಾನ: [660, 1156, 804, 1167]
- dateline: ಬುಧವಾರ 2 ಫೆಬ್ರವರಿ 2022: [771, 53, 895, 67]
- obituary-portrait: [844, 1274, 892, 1332]
- article-common-man: ಬೆಂಗಳೂರು,ಫೆ.1(ಪಿಟಿಐ)- ಕೇಂದ್ರದ ಬಜೆಟ್ ಸಾಮಾನ್ಯ ಜನರ ಬದುಕಿನ ಬಗ್ಗೆ ಯೋಚನೆಯನ್ನೇ ಮಾಡಿಲ್ಲ ಎಂದು ಮಾಜಿ ಮುಖ್ಯಮಂತ್ರಿ ಎಚ್.ಡಿ.ಕುಮಾರಸ್ವಾಮಿ ಟೀಕಿಸಿದ್ದಾರೆ. ಬೆಲೆ ಏರಿಕೆಯಿಂದ ತತ್ತರಿಸಿರುವ ಜನರಿಗೆ ಯಾವುದೇ ಪರಿಹಾರ ನೀಡಿಲ್ಲ. ರೈತರಿಗೂ ಈ ಬಜೆಟ್‌ನಿಂದ ನಿರಾಸೆಯಾಗಿದೆ. ಉದ್ಯೋಗ ಸೃಷ್ಟಿ ಕುರಿತು ಕೇವಲ ಘೋಷಣೆಗಳನ್ನು ಮಾಡಲಾಗಿದೆ ಎಂದರು.: [290, 1072, 460, 1128]
